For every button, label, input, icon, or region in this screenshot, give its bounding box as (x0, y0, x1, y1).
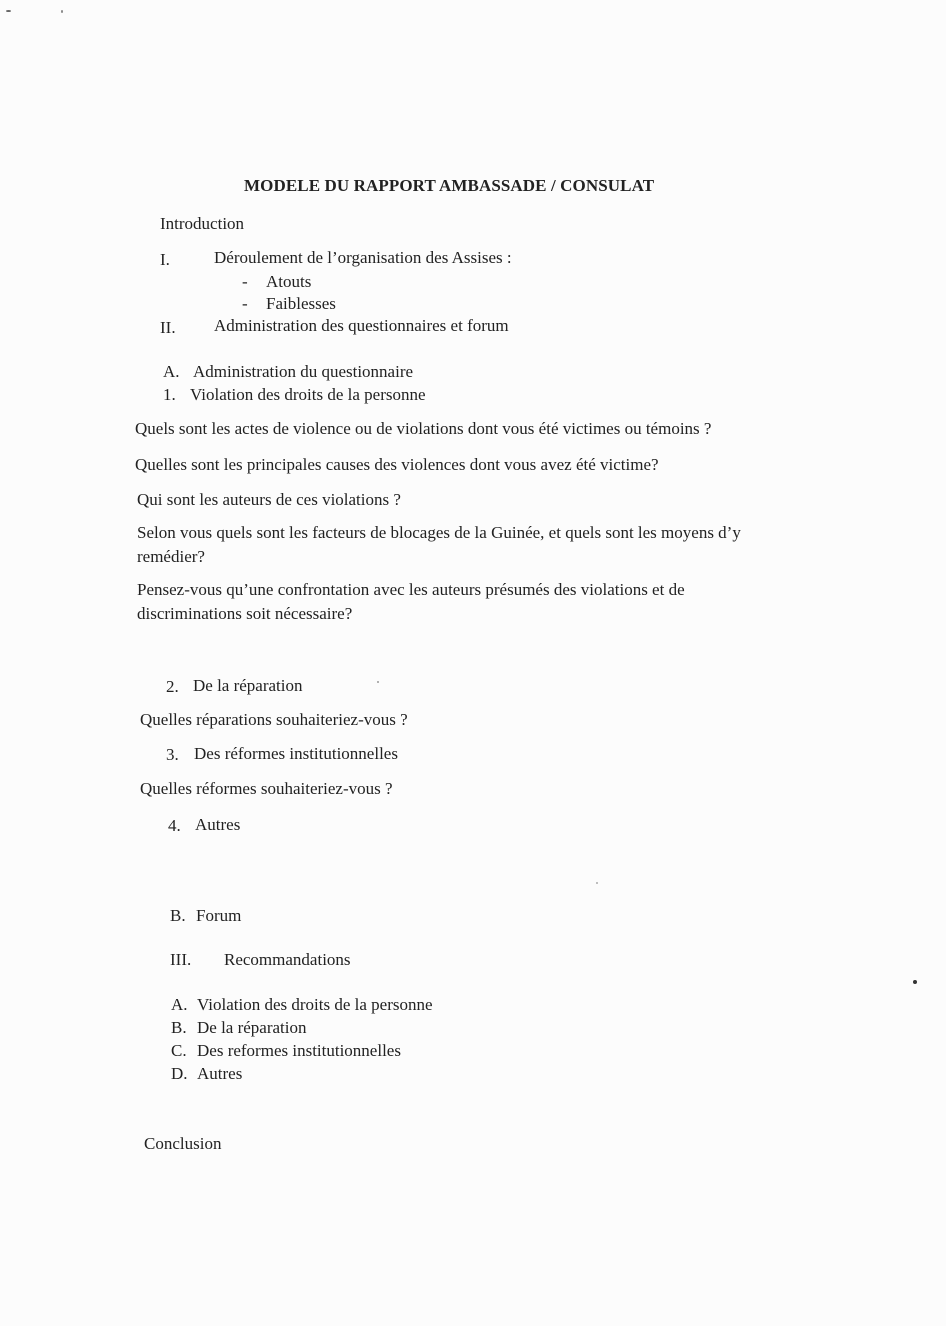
question-reparations: Quelles réparations souhaiteriez-vous ? (140, 710, 408, 729)
recommendation-a: Violation des droits de la personne (197, 995, 433, 1014)
section-3-number: III. (170, 950, 192, 969)
recommendation-d: Autres (197, 1064, 243, 1083)
recommendation-c-letter: C. (171, 1041, 187, 1060)
document-title: MODELE DU RAPPORT AMBASSADE / CONSULAT (244, 176, 655, 195)
section-1-heading: Déroulement de l’organisation des Assises : (214, 248, 512, 267)
bullet-dash: - (242, 272, 248, 291)
scan-speck (913, 980, 917, 984)
bullet-faiblesses: Faiblesses (266, 294, 336, 313)
item-1-number: 1. (163, 385, 176, 404)
recommendation-a-letter: A. (171, 995, 188, 1014)
question-blockages: Selon vous quels sont les facteurs de blocages de la Guinée, et quels sont les moyens d’y remédier? (137, 523, 741, 566)
item-2-number: 2. (166, 677, 179, 696)
recommendation-b: De la réparation (197, 1018, 307, 1037)
recommendation-c: Des reformes institutionnelles (197, 1041, 401, 1060)
item-3-number: 3. (166, 745, 179, 764)
scan-speck (377, 681, 379, 683)
subsection-b-letter: B. (170, 906, 186, 925)
recommendation-d-letter: D. (171, 1064, 188, 1083)
bullet-atouts: Atouts (266, 272, 312, 291)
question-violence-acts: Quels sont les actes de violence ou de violations dont vous été victimes ou témoins ? (135, 419, 712, 438)
subsection-a-heading: Administration du questionnaire (193, 362, 414, 381)
subsection-a-letter: A. (163, 362, 180, 381)
item-2-heading: De la réparation (193, 676, 303, 695)
conclusion-heading: Conclusion (144, 1134, 222, 1153)
item-3-heading: Des réformes institutionnelles (194, 744, 398, 763)
question-authors: Qui sont les auteurs de ces violations ? (137, 490, 401, 509)
item-1-heading: Violation des droits de la personne (190, 385, 426, 404)
scan-speck (6, 10, 11, 12)
recommendation-b-letter: B. (171, 1018, 187, 1037)
question-confrontation: Pensez-vous qu’une confrontation avec les auteurs présumés des violations et de discriminations soit nécessaire? (137, 580, 685, 623)
item-4-heading: Autres (195, 815, 241, 834)
subsection-b-heading: Forum (196, 906, 242, 925)
question-causes: Quelles sont les principales causes des violences dont vous avez été victime? (135, 455, 659, 474)
section-2-heading: Administration des questionnaires et forum (214, 316, 509, 335)
section-3-heading: Recommandations (224, 950, 351, 969)
section-1-number: I. (160, 250, 170, 269)
scan-speck (596, 882, 598, 884)
bullet-dash: - (242, 294, 248, 313)
scan-speck (61, 10, 63, 13)
section-2-number: II. (160, 318, 176, 337)
question-reformes: Quelles réformes souhaiteriez-vous ? (140, 779, 393, 798)
item-4-number: 4. (168, 816, 181, 835)
introduction-heading: Introduction (160, 214, 245, 233)
